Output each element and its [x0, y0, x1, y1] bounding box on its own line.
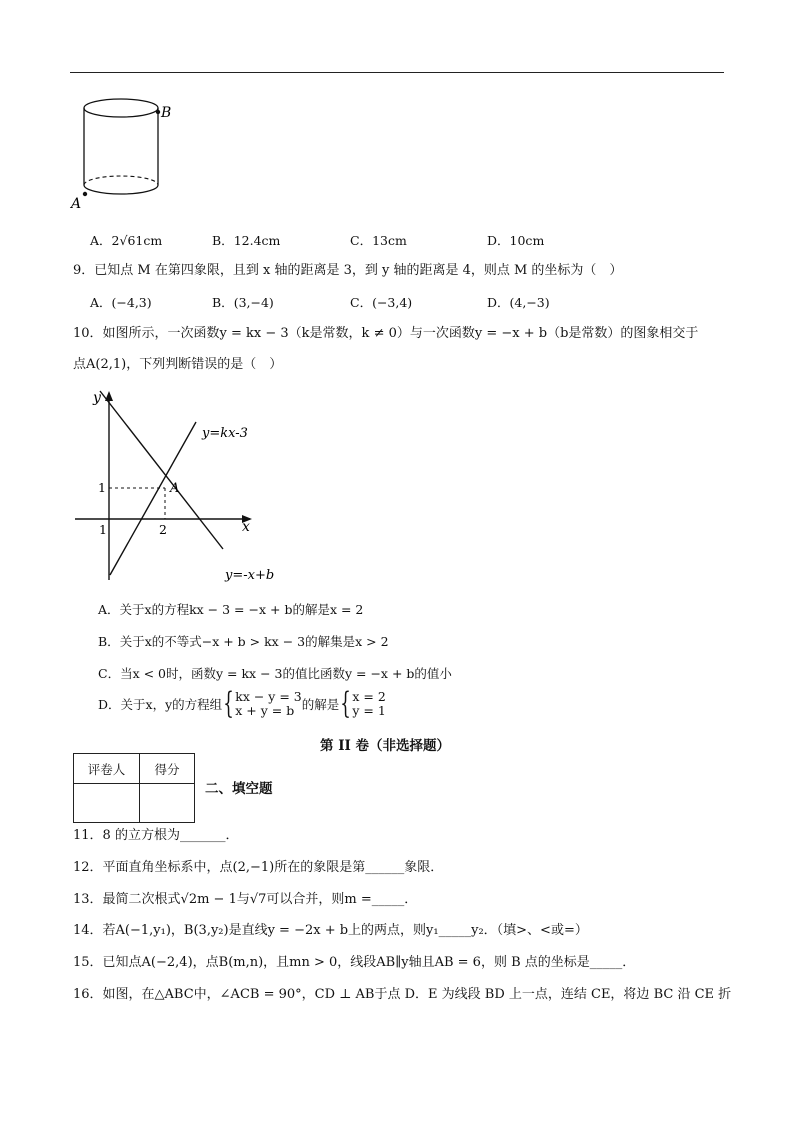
q10-graph — [70, 388, 290, 588]
graph-point-label: A — [170, 481, 180, 496]
q9-option-a: A．(−4,3) — [90, 295, 152, 310]
equation-system: kx − y = 3 x + y = b — [235, 689, 302, 718]
q10-stem-line2: 点A(2,1)，下列判断错误的是（ ） — [73, 357, 283, 372]
q10-stem-line1: 10．如图所示，一次函数y = kx − 3（k是常数，k ≠ 0）与一次函数y = −x + b（b是常数）的图象相交于 — [73, 326, 699, 341]
cylinder-figure — [60, 95, 190, 215]
graph-y-axis-label: y — [93, 390, 101, 406]
q16: 16．如图，在△ABC中，∠ACB = 90°，CD ⊥ AB于点 D．E 为线段 BD 上一点，连结 CE，将边 BC 沿 CE 折 — [73, 987, 732, 1002]
cylinder-label-a: A — [71, 196, 82, 212]
q10-option-d: D．关于x，y的方程组{kx − y = 3 x + y = b 的解是{x = 2 y = 1 — [98, 686, 386, 721]
q8-option-b: B．12.4cm — [212, 233, 281, 248]
q8-option-d: D．10cm — [487, 233, 545, 248]
score-table-grader-cell[interactable] — [74, 784, 140, 823]
q12: 12．平面直角坐标系中，点(2,−1)所在的象限是第______象限． — [73, 860, 444, 875]
q10-option-a: A．关于x的方程kx − 3 = −x + b的解是x = 2 — [98, 602, 364, 617]
score-table-score-cell[interactable] — [140, 784, 195, 823]
graph-tick-y1: 1 — [98, 480, 106, 495]
q8-option-a: A．2√61cm — [90, 233, 163, 248]
section2-title: 二、填空题 — [205, 781, 273, 797]
score-table-grader-header: 评卷人 — [74, 754, 140, 784]
header-rule — [70, 72, 724, 73]
graph-tick-x1: 1 — [99, 522, 107, 537]
solution-system: x = 2 y = 1 — [352, 689, 386, 718]
q14: 14．若A(−1,y₁)，B(3,y₂)是直线y = −2x + b上的两点，则y₁_____y₂．（填>、<或=） — [73, 923, 588, 938]
q15: 15．已知点A(−2,4)，点B(m,n)，且mn > 0，线段AB∥y轴且AB = 6，则 B 点的坐标是_____． — [73, 955, 636, 970]
brace-icon: { — [223, 686, 234, 721]
q9-option-c: C．(−3,4) — [350, 295, 413, 310]
q11: 11．8 的立方根为_______． — [73, 828, 239, 843]
graph-line2-label: y=-x+b — [225, 568, 275, 583]
q9-option-d: D．(4,−3) — [487, 295, 550, 310]
q10-option-c: C．当x < 0时，函数y = kx − 3的值比函数y = −x + b的值小 — [98, 666, 452, 681]
q8-option-c: C．13cm — [350, 233, 407, 248]
cylinder-label-b: B — [161, 105, 172, 121]
brace-icon: { — [340, 686, 352, 721]
score-table — [73, 753, 195, 823]
graph-x-axis-label: x — [242, 519, 250, 535]
q9-stem: 9．已知点 M 在第四象限，且到 x 轴的距离是 3，到 y 轴的距离是 4，则点 M 的坐标为（ ） — [73, 263, 623, 278]
graph-line1-label: y=kx-3 — [202, 426, 248, 441]
q10-option-b: B．关于x的不等式−x + b > kx − 3的解集是x > 2 — [98, 634, 389, 649]
score-table-score-header: 得分 — [140, 754, 195, 784]
q13: 13．最简二次根式√2m − 1与√7可以合并，则m =_____． — [73, 892, 418, 907]
q9-option-b: B．(3,−4) — [212, 295, 274, 310]
part2-title: 第 II 卷（非选择题） — [320, 738, 451, 754]
graph-tick-x2: 2 — [159, 522, 167, 537]
